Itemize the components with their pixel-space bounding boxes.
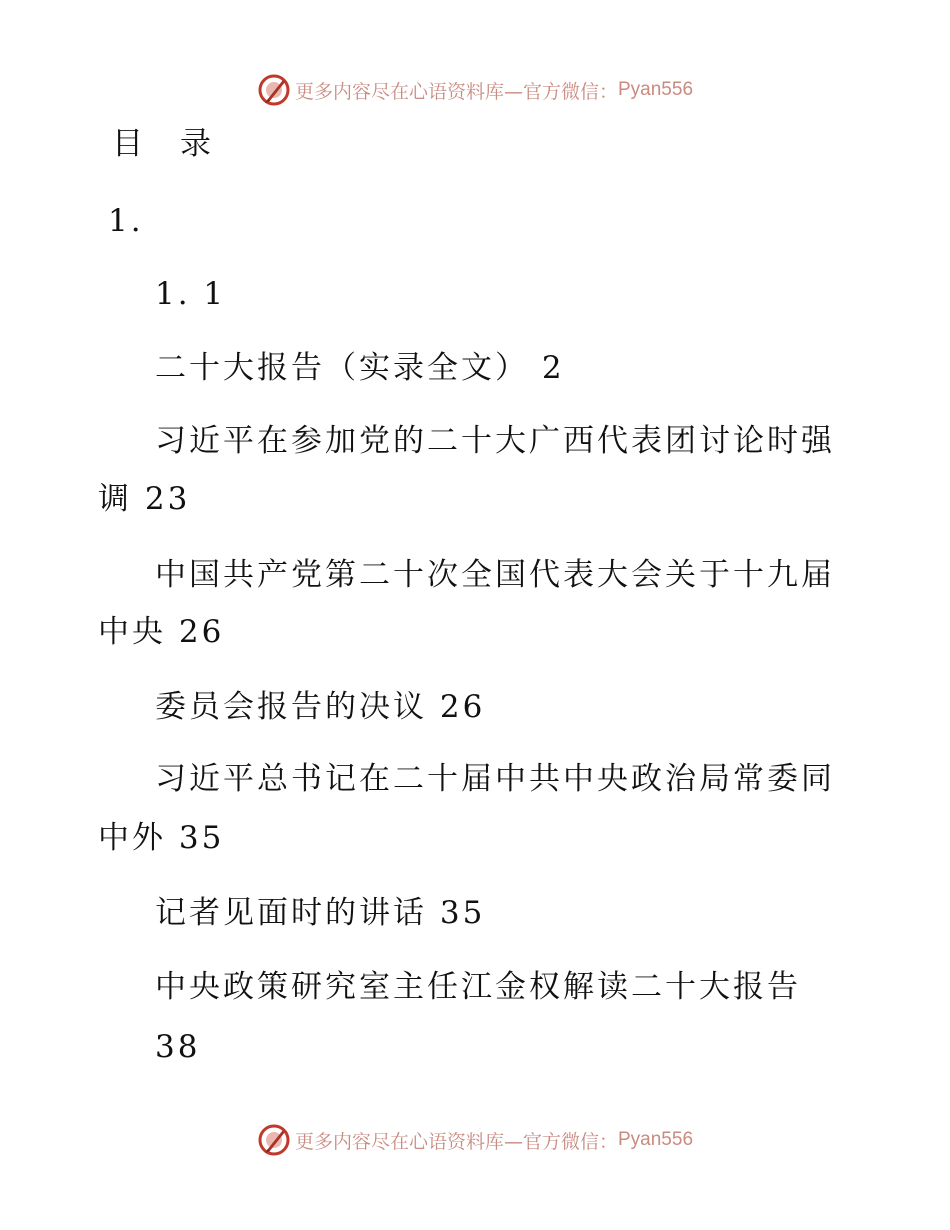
toc-entry-continuation: 调 23 <box>98 481 191 517</box>
pen-logo-icon <box>257 73 291 107</box>
toc-entry-continuation: 中外 35 <box>98 820 225 856</box>
toc-entry: 二十大报告（实录全文） 2 <box>155 350 565 386</box>
watermark-footer <box>0 1120 950 1160</box>
watermark-text: 更多内容尽在心语资料库—官方微信： <box>294 80 618 103</box>
pen-logo-icon <box>257 1123 291 1157</box>
watermark-wechat-id: Pyan556 <box>618 79 694 100</box>
toc-entry-continuation: 中央 26 <box>98 614 225 650</box>
toc-entry: 习近平在参加党的二十大广西代表团讨论时强 <box>155 423 835 459</box>
toc-entry: 习近平总书记在二十届中共中央政治局常委同 <box>155 761 835 797</box>
toc-entry-continuation: 38 <box>155 1029 201 1065</box>
toc-entry: 记者见面时的讲话 35 <box>155 895 486 931</box>
toc-section-number: 1. <box>108 203 144 239</box>
watermark-wechat-id: Pyan556 <box>618 1129 694 1150</box>
watermark-text: 更多内容尽在心语资料库—官方微信： <box>294 1130 618 1153</box>
toc-entry: 委员会报告的决议 26 <box>155 689 486 725</box>
toc-entry: 中国共产党第二十次全国代表大会关于十九届 <box>155 557 835 593</box>
toc-heading: 目 录 <box>112 126 214 162</box>
toc-entry: 中央政策研究室主任江金权解读二十大报告 <box>155 969 801 1005</box>
watermark-header <box>0 70 950 110</box>
toc-entry: 1. 1 <box>155 276 227 312</box>
